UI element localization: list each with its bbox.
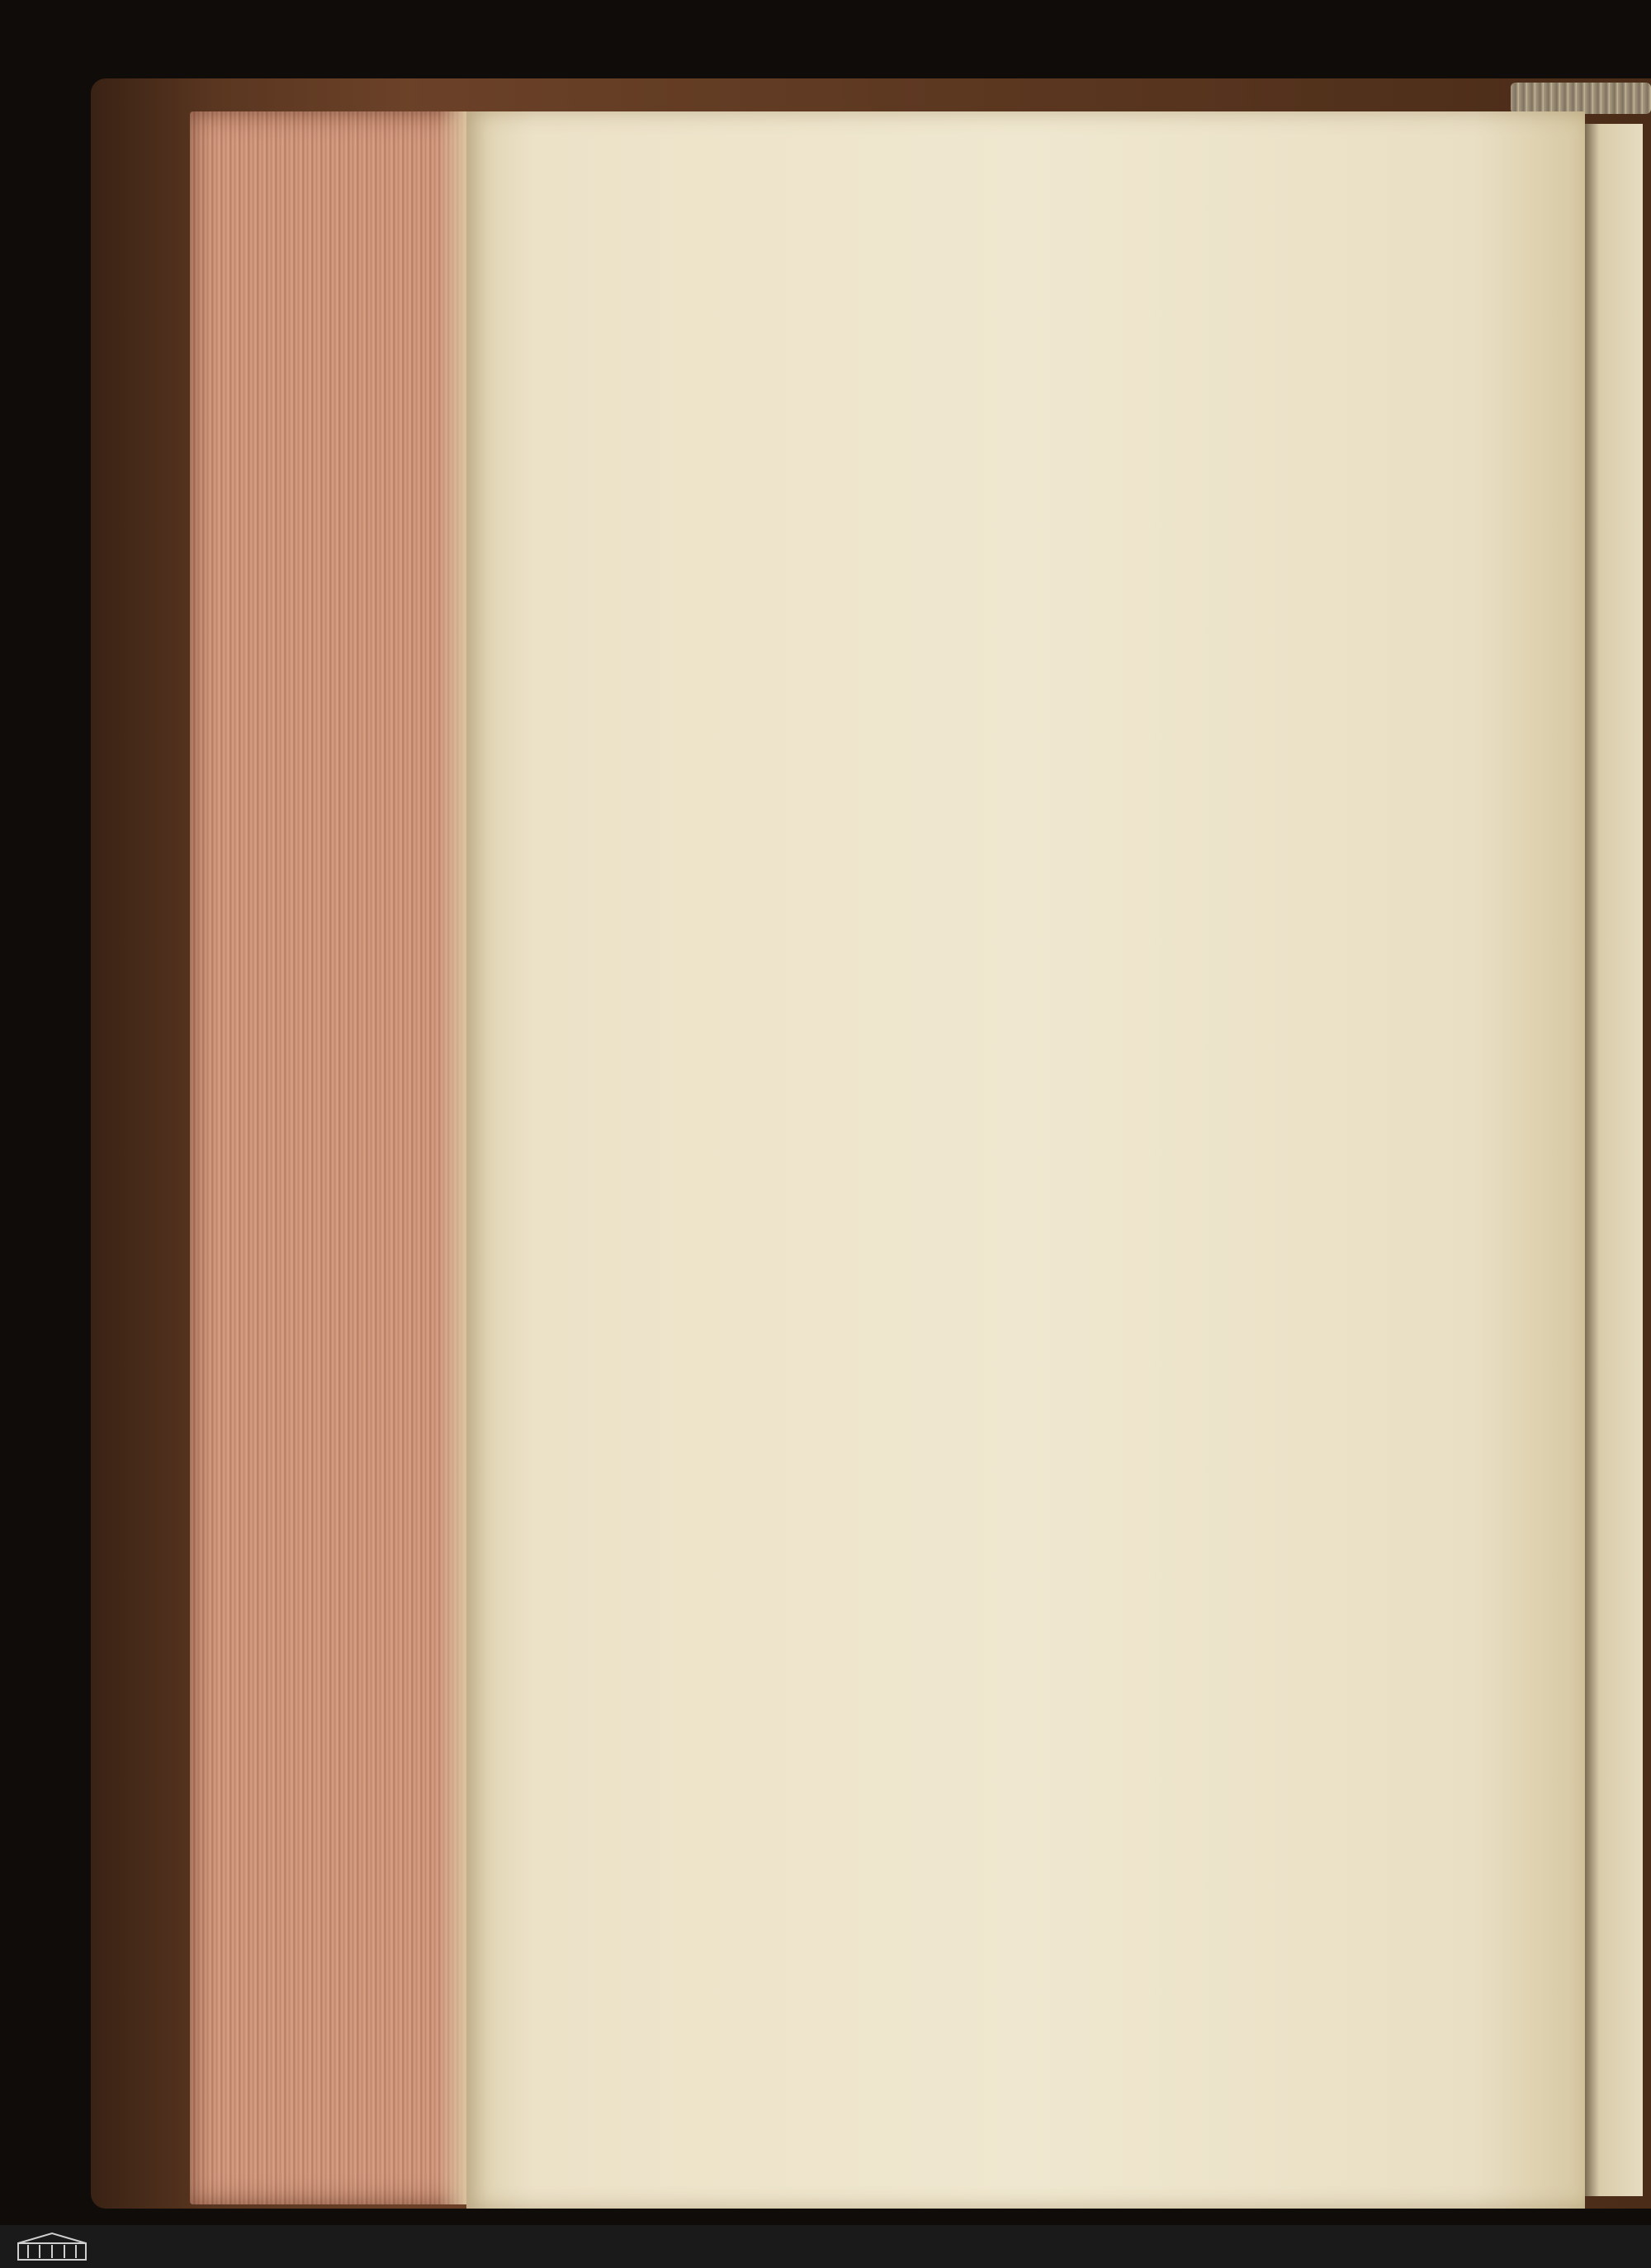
facing-page-edge — [1585, 124, 1643, 2196]
page-header — [675, 266, 1517, 315]
ornament-divider — [679, 713, 1512, 763]
page-edges — [190, 111, 471, 2204]
library-building-icon — [17, 2232, 88, 2261]
headband — [1511, 83, 1651, 114]
footer-bar — [0, 2225, 1651, 2268]
book-page — [466, 111, 1585, 2209]
